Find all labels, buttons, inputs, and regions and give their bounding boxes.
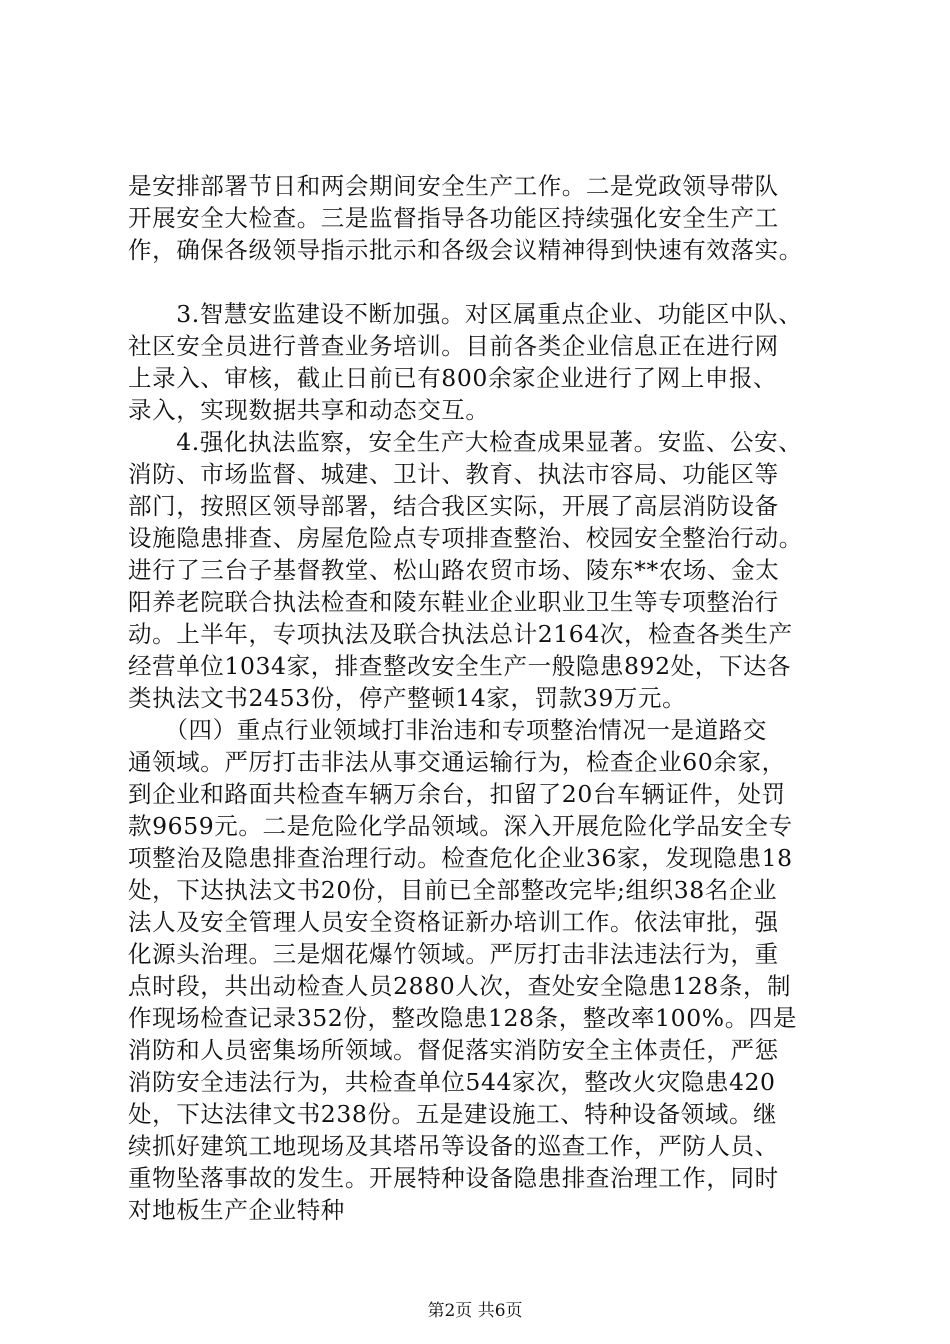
body-text-line: 类执法文书2453份，停产整顿14家，罚款39万元。 [128, 684, 687, 712]
body-text-line: 消防和人员密集场所领域。督促落实消防安全主体责任，严惩 [128, 1036, 779, 1064]
body-text-line: 作现场检查记录352份，整改隐患128条，整改率100%。四是 [128, 1004, 797, 1032]
body-text-line: 社区安全员进行普查业务培训。目前各类企业信息正在进行网 [128, 332, 779, 360]
body-text-line: 进行了三台子基督教堂、松山路农贸市场、陵东**农场、金太 [128, 556, 780, 584]
body-text-line: 4.强化执法监察，安全生产大检查成果显著。安监、公安、 [128, 428, 803, 456]
body-text-line: 法人及安全管理人员安全资格证新办培训工作。依法审批，强 [128, 908, 779, 936]
body-text-line: 处，下达执法文书20份，目前已全部整改完毕;组织38名企业 [128, 876, 778, 904]
body-text-line: 款9659元。二是危险化学品领域。深入开展危险化学品安全专 [128, 812, 793, 840]
body-text-line: 对地板生产企业特种 [128, 1196, 345, 1224]
body-text-line: 重物坠落事故的发生。开展特种设备隐患排查治理工作，同时 [128, 1164, 779, 1192]
body-text-line: 作，确保各级领导指示批示和各级会议精神得到快速有效落实。 [128, 236, 803, 264]
body-text-line: 是安排部署节日和两会期间安全生产工作。二是党政领导带队 [128, 172, 779, 200]
body-text-line: 项整治及隐患排查治理行动。检查危化企业36家，发现隐患18 [128, 844, 793, 872]
body-text-line: 设施隐患排查、房屋危险点专项排查整治、校园安全整治行动。 [128, 524, 803, 552]
body-text-line: 化源头治理。三是烟花爆竹领域。严厉打击非法违法行为，重 [128, 940, 779, 968]
body-text-line: 到企业和路面共检查车辆万余台，扣留了20台车辆证件，处罚 [128, 780, 786, 808]
body-text-line: 上录入、审核，截止日前已有800余家企业进行了网上申报、 [128, 364, 778, 392]
body-text-line: 开展安全大检查。三是监督指导各功能区持续强化安全生产工 [128, 204, 779, 232]
body-text-line: 动。上半年，专项执法及联合执法总计2164次，检查各类生产 [128, 620, 793, 648]
body-text-line: （四）重点行业领域打非治违和专项整治情况一是道路交 [128, 716, 767, 744]
body-text-line: 消防安全违法行为，共检查单位544家次，整改火灾隐患420 [128, 1068, 776, 1096]
body-text-line: 通领域。严厉打击非法从事交通运输行为，检查企业60余家， [128, 748, 786, 776]
page-number-footer: 第2页 共6页 [427, 1301, 523, 1321]
body-text-line: 点时段，共出动检查人员2880人次，查处安全隐患128条，制 [128, 972, 792, 1000]
body-text-line: 3.智慧安监建设不断加强。对区属重点企业、功能区中队、 [128, 300, 803, 328]
body-text-line: 部门，按照区领导部署，结合我区实际，开展了高层消防设备 [128, 492, 779, 520]
body-text-line: 续抓好建筑工地现场及其塔吊等设备的巡查工作，严防人员、 [128, 1132, 779, 1160]
body-text-line: 消防、市场监督、城建、卫计、教育、执法市容局、功能区等 [128, 460, 779, 488]
body-text-line: 阳养老院联合执法检查和陵东鞋业企业职业卫生等专项整治行 [128, 588, 779, 616]
body-text-line: 经营单位1034家，排查整改安全生产一般隐患892处，下达各 [128, 652, 792, 680]
body-text-line: 处，下达法律文书238份。五是建设施工、特种设备领域。继 [128, 1100, 778, 1128]
body-text-line: 录入，实现数据共享和动态交互。 [128, 396, 490, 424]
